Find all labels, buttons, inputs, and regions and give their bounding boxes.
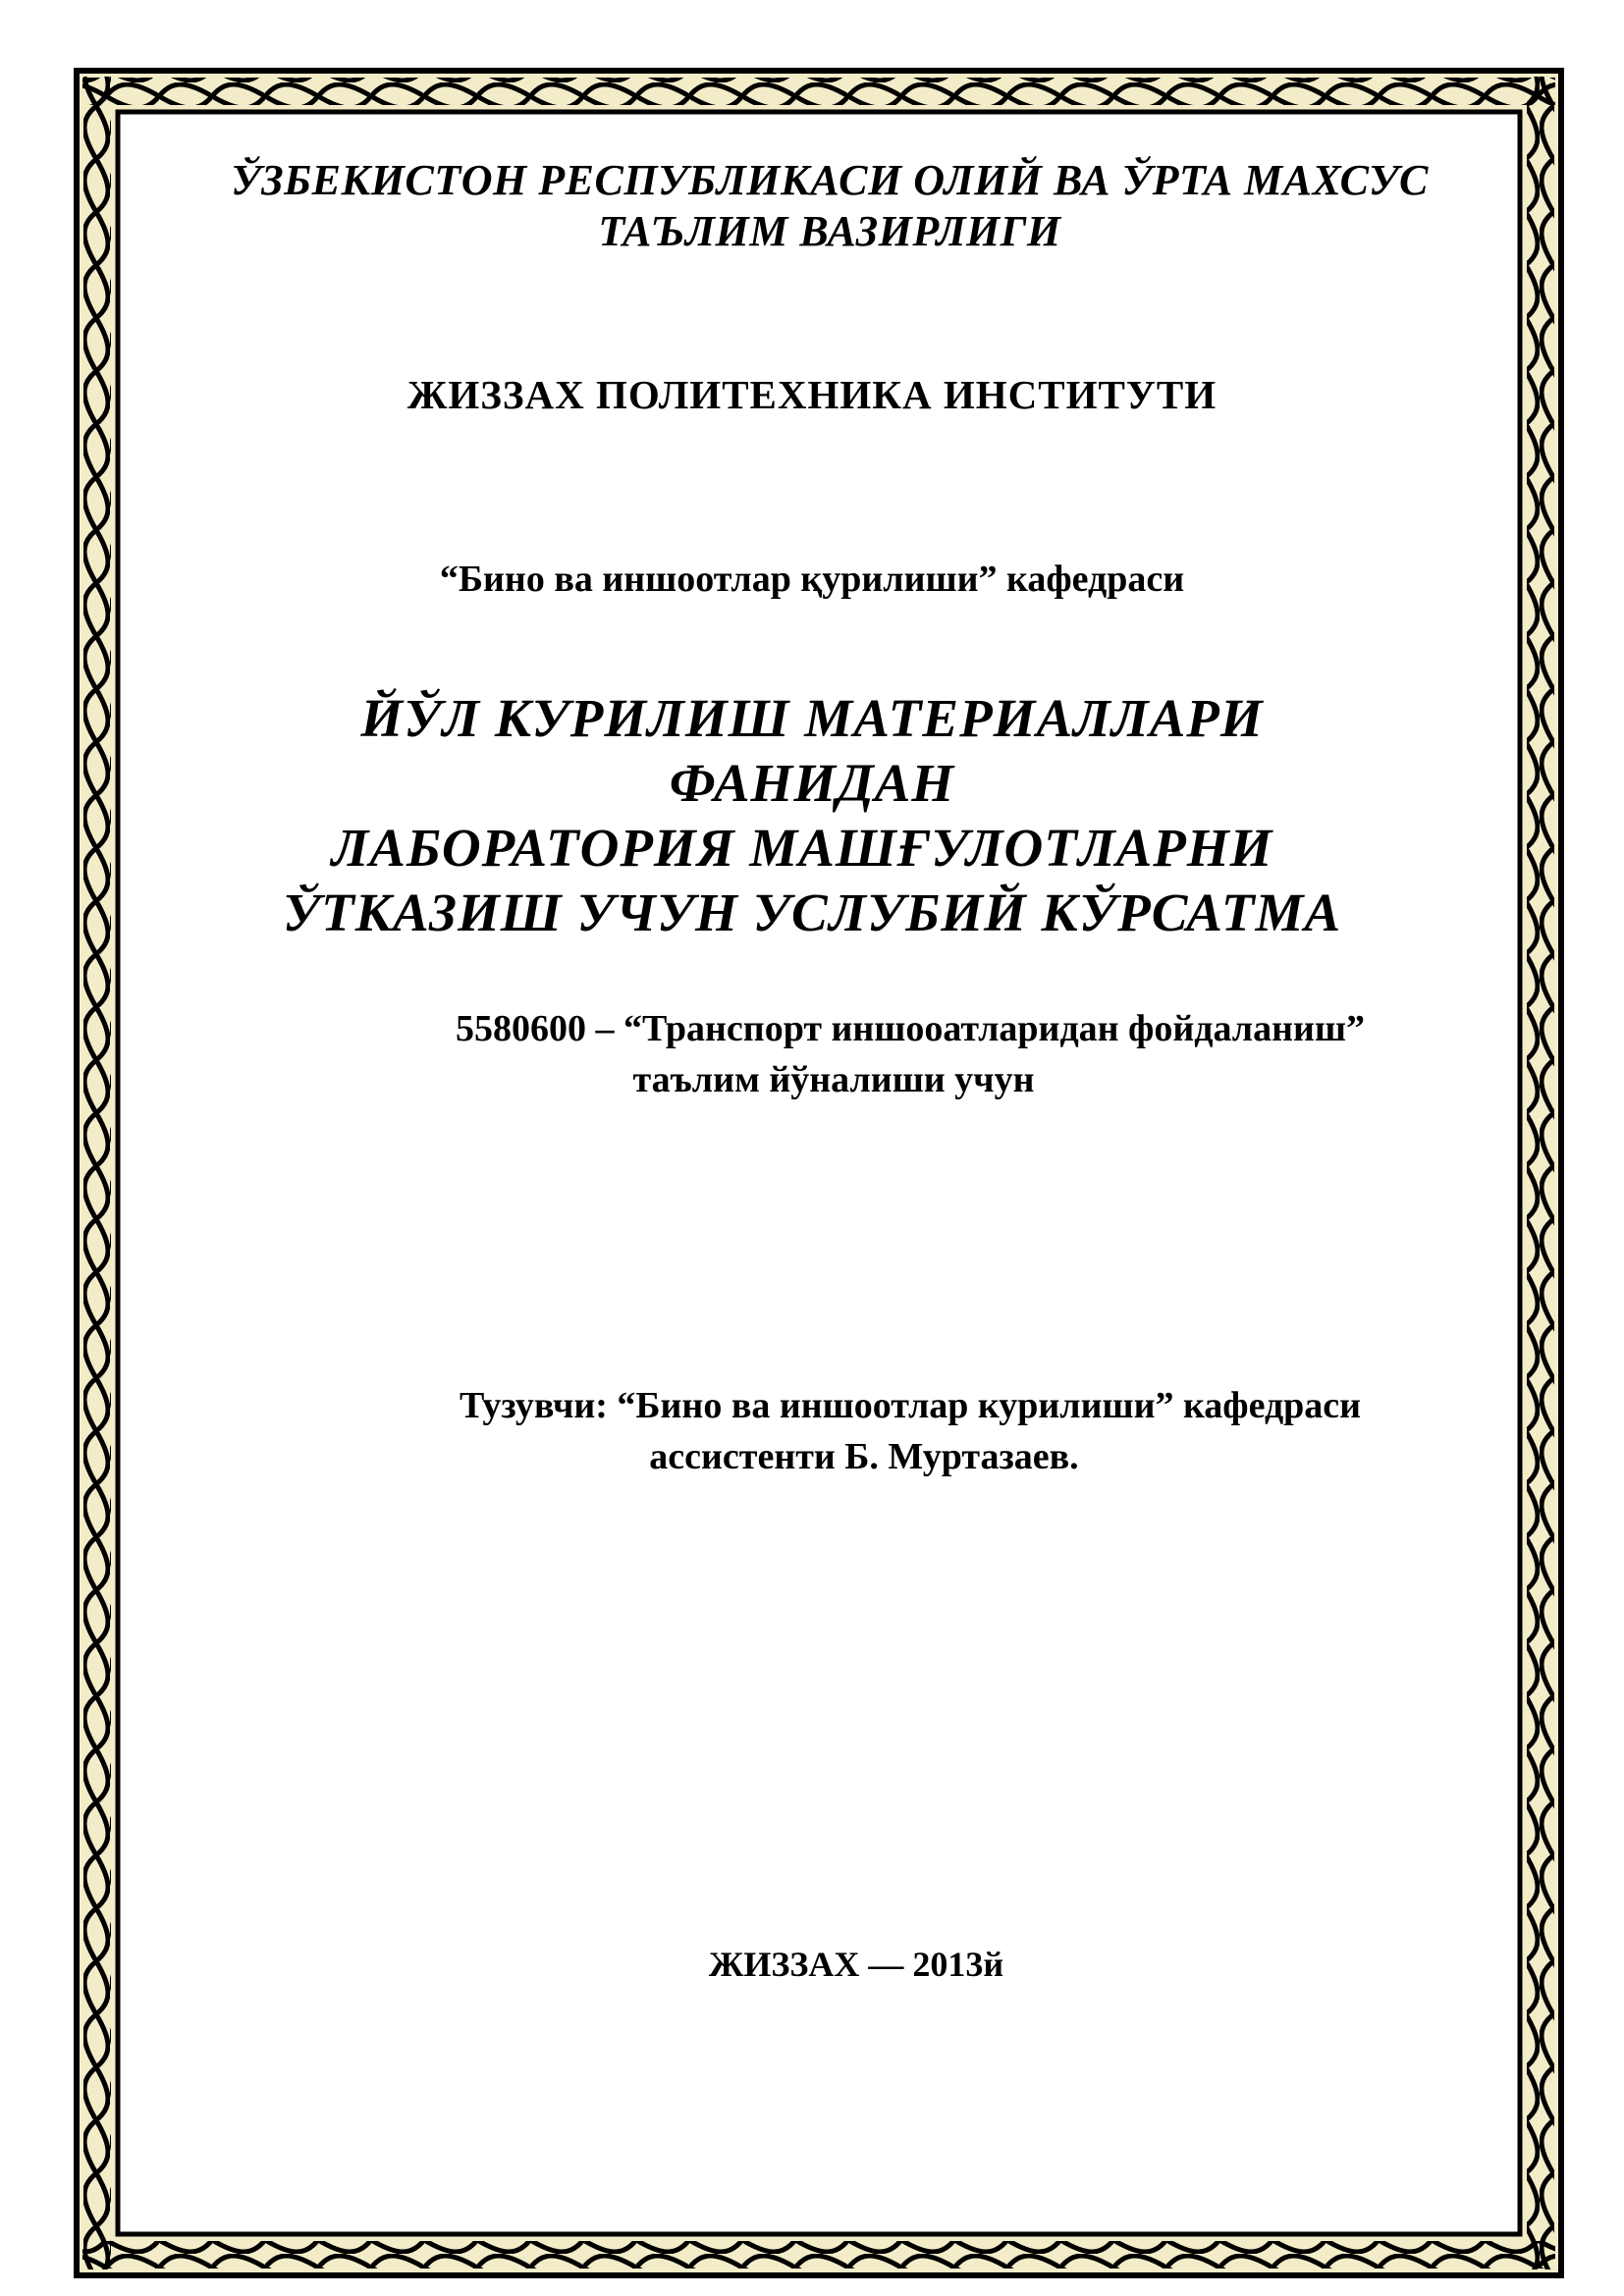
- document-title-line-2: ФАНИДАН: [669, 753, 955, 813]
- city-year-footer: ЖИЗЗАХ — 2013й: [708, 1945, 1004, 1984]
- ministry-line-1: ЎЗБЕКИСТОН РЕСПУБЛИКАСИ ОЛИЙ ВА ЎРТА МАХСУС: [231, 156, 1429, 204]
- document-title-line-1: ЙЎЛ КУРИЛИШ МАТЕРИАЛЛАРИ: [360, 688, 1264, 748]
- border-top-ornament: [82, 78, 1555, 105]
- border-inner-frame: [118, 112, 1520, 2234]
- institute-name: ЖИЗЗАХ ПОЛИТЕХНИКА ИНСТИТУТИ: [406, 372, 1218, 417]
- border-bottom-ornament: [82, 2241, 1555, 2269]
- ministry-line-2: ТАЪЛИМ ВАЗИРЛИГИ: [598, 207, 1061, 255]
- author-line-2: ассистенти Б. Муртазаев.: [649, 1436, 1079, 1477]
- document-title-line-3: ЛАБОРАТОРИЯ МАШҒУЛОТЛАРНИ: [331, 818, 1273, 878]
- specialty-line-1: 5580600 – “Транспорт иншооатларидан фойдаланиш”: [456, 1008, 1365, 1049]
- specialty-line-2: таълим йўналиши учун: [632, 1059, 1035, 1100]
- document-title-line-4: ЎТКАЗИШ УЧУН УСЛУБИЙ КЎРСАТМА: [282, 882, 1342, 942]
- department-name: “Бино ва иншоотлар қурилиши” кафедраси: [439, 559, 1185, 600]
- author-line-1: Тузувчи: “Бино ва иншоотлар курилиши” кафедраси: [459, 1385, 1362, 1426]
